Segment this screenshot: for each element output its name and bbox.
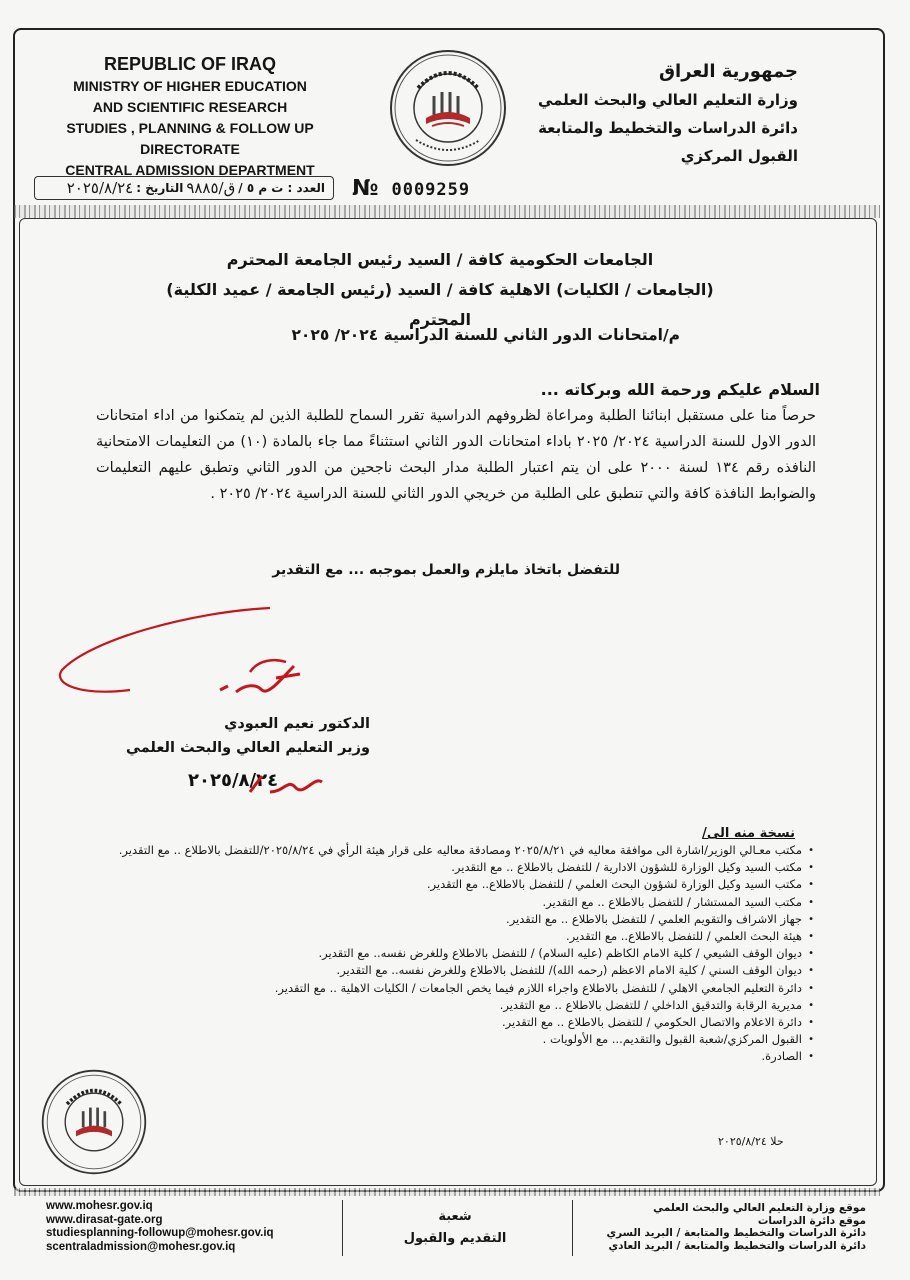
ar-department: القبول المركزي (680, 147, 798, 165)
list-item: • الصادرة. (54, 1048, 814, 1065)
footer-email-studies[interactable]: studiesplanning-followup@mohesr.gov.iq (46, 1227, 274, 1239)
list-item: • القبول المركزي/شعبة القبول والتقديم... مع الأولويات . (54, 1031, 814, 1048)
sign-date-text: ٢٠٢٥/٨/٢٤ (188, 770, 279, 791)
english-letterhead (30, 52, 350, 181)
footer-center-line-1: شعبة (438, 1209, 472, 1224)
footer-center-line-2: التقديم والقبول (403, 1231, 507, 1246)
copies-title: نسخة منه الى/ (702, 826, 795, 841)
en-country: REPUBLIC OF IRAQ (103, 54, 276, 74)
ar-ministry: وزارة التعليم العالي والبحث العلمي (537, 91, 798, 109)
addressee (140, 245, 740, 335)
reference-box (34, 176, 334, 200)
footer-arabic-labels (566, 1202, 866, 1252)
list-item: • مكتب السيد وكيل الوزارة لشؤون البحث العلمي / للتفضل بالاطلاع.. مع التقدير. (54, 876, 814, 893)
signer-name: الدكتور نعيم العبودي (224, 716, 370, 732)
footer-ar-line: دائرة الدراسات والتخطيط والمتابعة / البريد السري (606, 1227, 866, 1239)
date-value: ٢٠٢٥/٨/٢٤ (66, 179, 134, 197)
en-directorate: STUDIES , PLANNING & FOLLOW UP DIRECTORATE (66, 120, 314, 157)
ornament-band-top (14, 205, 880, 218)
list-item: • دائرة التعليم الجامعي الاهلي / للتفضل بالاطلاع واجراء اللازم فيما يخص الجامعات / الكليات الاهلية .. مع التقدير. (54, 980, 814, 997)
initials-date: حلا ٢٠٢٥/٨/٢٤ (718, 1135, 784, 1148)
ref-label: العدد : ت م ٥ / (238, 181, 325, 195)
date-label: التاريخ : (136, 181, 184, 195)
footer-contacts (46, 1200, 274, 1254)
list-item: • مكتب معـالي الوزير/اشارة الى موافقة معاليه في ٢٠٢٥/٨/٢١ ومصادقة معاليه على قرار هيئة الرأي في ٢٠٢٥/٨/٢٤/للتفضل بالاطلاع .. مع التقدير. (54, 842, 814, 859)
list-item: • مكتب السيد المستشار / للتفضل بالاطلاع .. مع التقدير. (54, 894, 814, 911)
list-item: • مديرية الرقابة والتدقيق الداخلي / للتفضل بالاطلاع .. مع التقدير. (54, 997, 814, 1014)
doc-number-value: 0009259 (391, 180, 471, 200)
ar-directorate: دائرة الدراسات والتخطيط والمتابعة (538, 119, 798, 137)
addressee-line-2: (الجامعات / الكليات) الاهلية كافة / السيد (رئيس الجامعة / عميد الكلية) المحترم (166, 280, 714, 329)
list-item: • هيئة البحث العلمي / للتفضل بالاطلاع.. مع التقدير. (54, 928, 814, 945)
ornament-band-bottom (14, 1188, 880, 1196)
handwritten-signature (50, 600, 350, 710)
greeting: السلام عليكم ورحمة الله وبركاته ... (540, 380, 820, 399)
list-item: • جهاز الاشراف والتقويم العلمي / للتفضل بالاطلاع .. مع التقدير. (54, 911, 814, 928)
footer-email-admission[interactable]: scentraladmission@mohesr.gov.iq (46, 1240, 236, 1253)
list-item: • مكتب السيد وكيل الوزارة للشؤون الادارية / للتفضل بالاطلاع .. مع التقدير. (54, 859, 814, 876)
document-number (352, 176, 470, 201)
footer-section-name (395, 1206, 515, 1250)
copies-list (54, 842, 814, 1066)
list-item: • ديوان الوقف الشيعي / كلية الامام الكاظم (عليه السلام) / للتفضل بالاطلاع وللغرض نفسه.. مع التقدير. (54, 945, 814, 962)
footer-ar-line: دائرة الدراسات والتخطيط والمتابعة / البريد العادي (608, 1239, 866, 1252)
subject-line: م/امتحانات الدور الثاني للسنة الدراسية ٢٠٢٤/ ٢٠٢٥ (291, 326, 680, 344)
addressee-line-1: الجامعات الحكومية كافة / السيد رئيس الجامعة المحترم (226, 250, 654, 269)
footer-divider (342, 1200, 343, 1256)
ref-value: ق/٩٨٨٥ (186, 179, 236, 197)
en-department: CENTRAL ADMISSION DEPARTMENT (65, 162, 315, 178)
signer-block (110, 712, 370, 760)
footer-link-ministry[interactable]: www.mohesr.gov.iq (46, 1200, 153, 1212)
list-item: • دائرة الاعلام والاتصال الحكومي / للتفضل بالاطلاع .. مع التقدير. (54, 1014, 814, 1031)
closing-line: للتفضل باتخاذ مايلزم والعمل بموجبه ... مع التقدير (272, 562, 620, 578)
footer-link-dirasat[interactable]: www.dirasat-gate.org (46, 1213, 163, 1226)
numero-sign: № (352, 176, 380, 201)
ar-country: جمهورية العراق (658, 61, 798, 82)
footer-ar-line: موقع دائرة الدراسات (757, 1214, 866, 1227)
footer-ar-line: موقع وزارة التعليم العالي والبحث العلمي (653, 1202, 866, 1214)
signer-title: وزير التعليم العالي والبحث العلمي (126, 740, 370, 756)
handwritten-date (188, 762, 338, 802)
arabic-letterhead (488, 58, 798, 170)
en-ministry-2: AND SCIENTIFIC RESEARCH (92, 99, 288, 115)
letter-body: حرصاً منا على مستقبل ابنائنا الطلبة ومراعاة لظروفهم الدراسية تقرر السماح للطلبة الذين لم يتمكنوا من اداء امتحانات الدور الاول للسنة الدراسية ٢٠٢٤/ ٢٠٢٥ باداء امتحانات الدور الثاني استثناءً مما جاء بالمادة (١٠) من التعليمات الامتحانية النافذه رقم ١٣٤ لسنة ٢٠٠٠ على ان يتم اعتبار الطلبة مدار البحث ناجحين من الدور الثاني وتطبق عليهم التعليمات والضوابط النافذة كافة والتي تنطبق على الطلبة من خريجي الدور الثاني للسنة الدراسية ٢٠٢٤/ ٢٠٢٥ . (96, 408, 817, 502)
en-ministry: MINISTRY OF HIGHER EDUCATION (73, 78, 307, 94)
ministry-seal-icon (40, 1068, 148, 1176)
list-item: • ديوان الوقف السني / كلية الامام الاعظم (رحمه الله)/ للتفضل بالاطلاع وللغرض نفسه.. مع التقدير. (54, 962, 814, 979)
